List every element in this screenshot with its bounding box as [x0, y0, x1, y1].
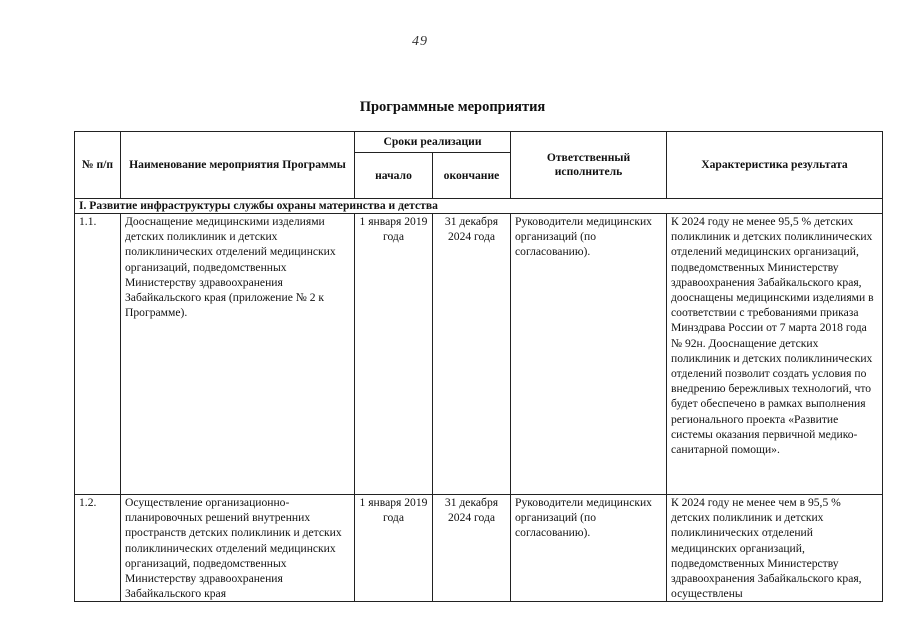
header-result: Характеристика результата	[667, 132, 883, 199]
row-number: 1.2.	[75, 495, 121, 602]
table-row	[75, 214, 883, 495]
header-start: начало	[355, 153, 433, 199]
document-title: Программные мероприятия	[359, 99, 546, 115]
page-number: 49	[412, 34, 428, 49]
header-end: окончание	[433, 153, 511, 199]
header-activity-name: Наименование мероприятия Программы	[121, 132, 355, 199]
row-end: 31 декабря 2024 года	[433, 214, 511, 495]
header-executor: Ответственный исполнитель	[511, 132, 667, 199]
row-executor: Руководители медицинских организаций (по согласованию).	[511, 495, 667, 602]
row-result: К 2024 году не менее 95,5 % детских поликлиник и детских поликлинических отделений медицинских организаций, подведомственных Министерству здравоохранения Забайкальского края, дооснащены медицинскими изделиями в соответствии с требованиями приказа Минздрава России от 7 марта 2018 года № 92н. Дооснащение детских поликлиник и детских поликлинических отделений позволит создать условия по внедрению бережливых технологий, что будет обеспечено в рамках выполнения регионального проекта «Развитие системы оказания первичной медико-санитарной помощи».	[667, 214, 883, 495]
section-title: I. Развитие инфраструктуры службы охраны материнства и детства	[75, 199, 883, 214]
program-activities-table	[74, 131, 883, 602]
row-end: 31 декабря 2024 года	[433, 495, 511, 602]
header-number: № п/п	[75, 132, 121, 199]
row-result: К 2024 году не менее чем в 95,5 % детских поликлиник и детских поликлинических отделений медицинских организаций, подведомственных Министерству здравоохранения Забайкальского края, осуществлены	[667, 495, 883, 602]
row-number: 1.1.	[75, 214, 121, 495]
table-row	[75, 495, 883, 602]
row-activity-name: Дооснащение медицинскими изделиями детских поликлиник и детских поликлинических отделений медицинских организаций, подведомственных Министерству здравоохранения Забайкальского края (приложение № 2 к Программе).	[121, 214, 355, 495]
row-start: 1 января 2019 года	[355, 214, 433, 495]
header-terms: Сроки реализации	[355, 132, 511, 153]
row-executor: Руководители медицинских организаций (по согласованию).	[511, 214, 667, 495]
row-start: 1 января 2019 года	[355, 495, 433, 602]
row-activity-name: Осуществление организационно-планировочных решений внутренних пространств детских поликлиник и детских поликлинических отделений медицинских организаций, подведомственных Министерству здравоохранения Забайкальского края	[121, 495, 355, 602]
